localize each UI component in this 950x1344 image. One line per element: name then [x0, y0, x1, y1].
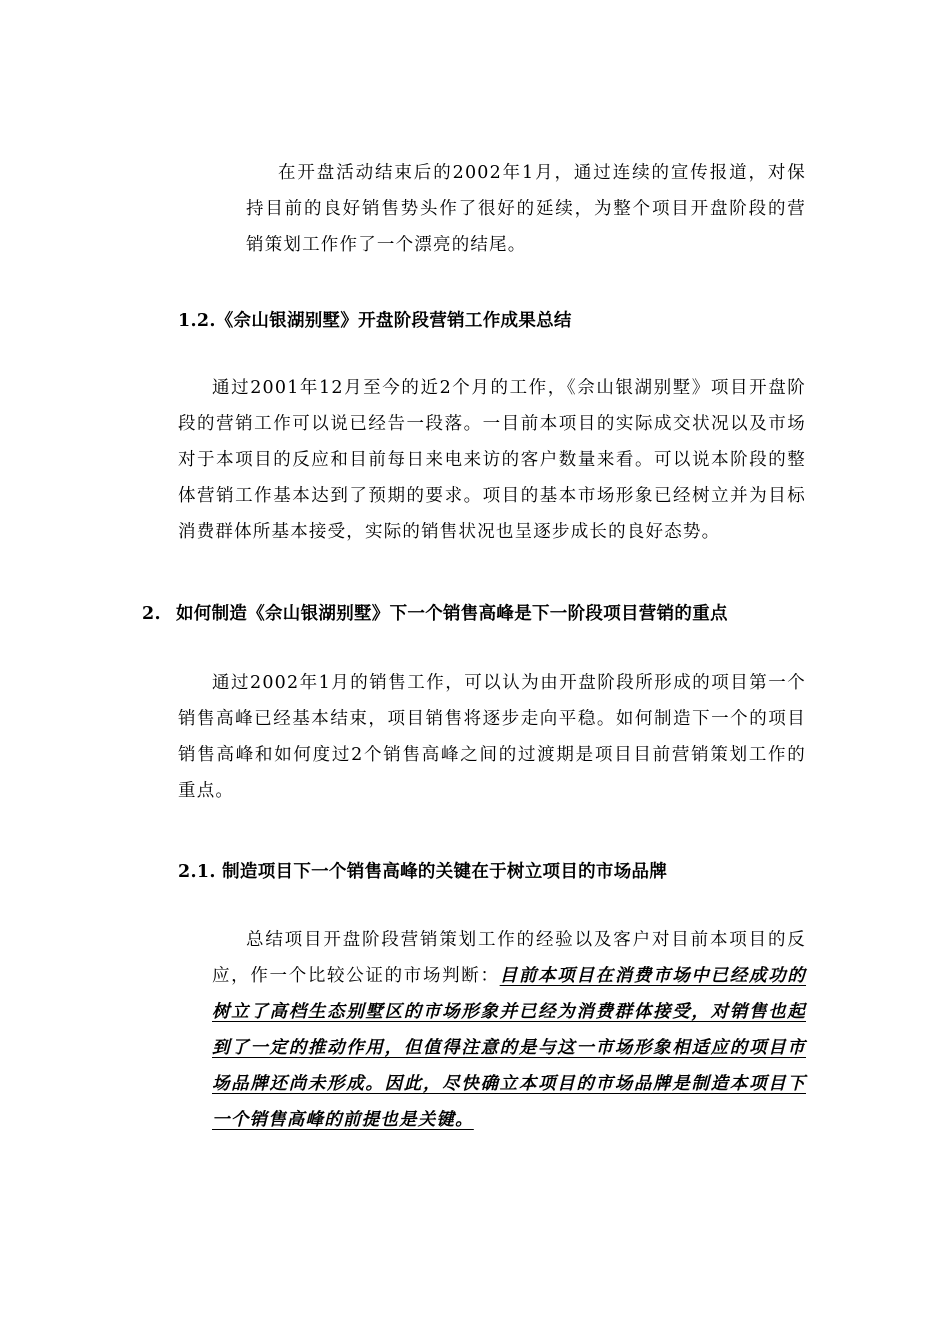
heading-section-2-1: 2.1. 制造项目下一个销售高峰的关键在于树立项目的市场品牌: [178, 862, 668, 882]
heading-section-2-text: 如何制造《佘山银湖别墅》下一个销售高峰是下一阶段项目营销的重点: [176, 604, 728, 624]
paragraph-section-2: 通过2002年1月的销售工作，可以认为由开盘阶段所形成的项目第一个销售高峰已经基本结束，项目销售将逐步走向平稳。如何制造下一个的项目销售高峰和如何度过2个销售高峰之间的过渡期是项目目前营销策划工作的重点。: [178, 673, 806, 801]
heading-section-2: [142, 602, 728, 626]
heading-section-1-2: 1.2.《佘山银湖别墅》开盘阶段营销工作成果总结: [178, 311, 572, 331]
paragraph-section-1-2: 通过2001年12月至今的近2个月的工作，《佘山银湖别墅》项目开盘阶段的营销工作可以说已经告一段落。一目前本项目的实际成交状况以及市场对于本项目的反应和目前每日来电来访的客户数量来看。可以说本阶段的整体营销工作基本达到了预期的要求。项目的基本市场形象已经树立并为目标消费群体所基本接受，实际的销售状况也呈逐步成长的良好态势。: [178, 378, 806, 542]
paragraph-section-2-1-intro: 总结项目开盘阶段营销策划工作的经验以及客户对目前本项目的反应，作一个比较公证的市场判断：: [212, 930, 806, 986]
heading-section-2-number: 2.: [142, 604, 161, 624]
paragraph-opening-summary: 在开盘活动结束后的2002年1月，通过连续的宣传报道，对保持目前的良好销售势头作了很好的延续，为整个项目开盘阶段的营销策划工作作了一个漂亮的结尾。: [246, 163, 806, 255]
paragraph-section-2-1: [212, 922, 806, 1138]
paragraph-section-2-1-emphasis: 目前本项目在消费市场中已经成功的树立了高档生态别墅区的市场形象并已经为消费群体接受，对销售也起到了一定的推动作用，但值得注意的是与这一市场形象相适应的项目市场品牌还尚未形成。因此，尽快确立本项目的市场品牌是制造本项目下一个销售高峰的前提也是关键。: [212, 966, 807, 1130]
